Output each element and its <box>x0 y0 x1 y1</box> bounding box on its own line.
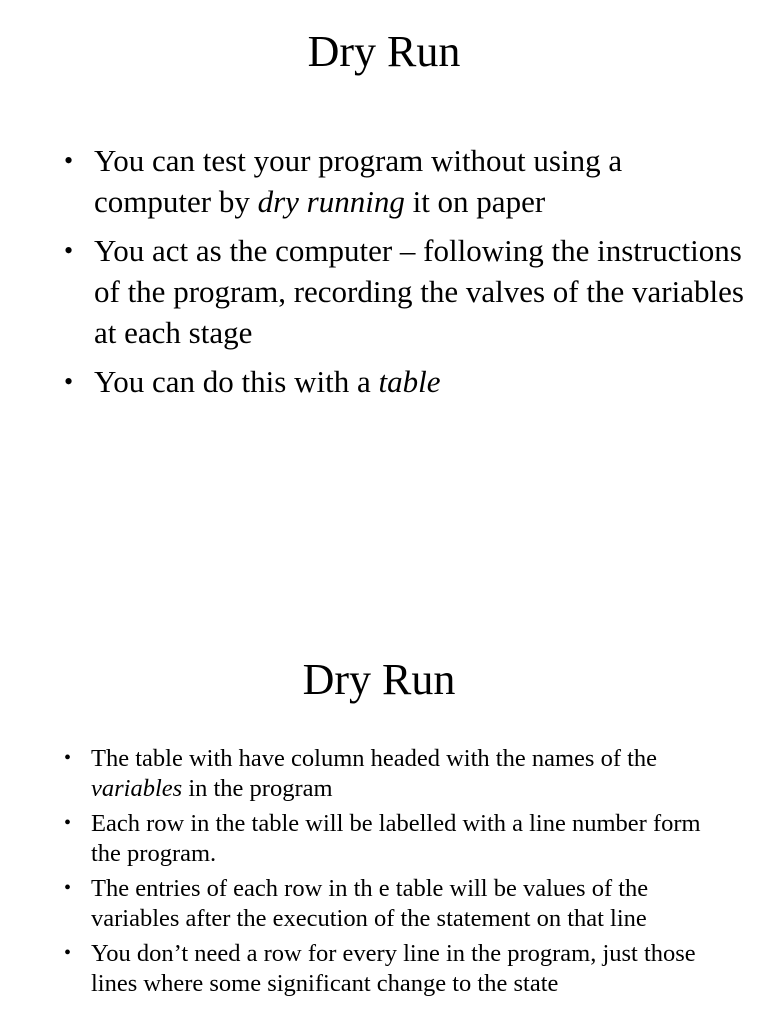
bullet-icon: • <box>64 146 74 175</box>
slide-2 <box>0 640 768 1024</box>
bullet-item: • You can test your program without using a computer by dry running it on paper <box>64 140 744 222</box>
bullet-icon: • <box>64 236 74 265</box>
bullet-icon: • <box>64 747 72 769</box>
bullet-item: • Each row in the table will be labelled with a line number form the program. <box>64 810 701 867</box>
bullet-icon: • <box>64 942 72 964</box>
bullet-item: • You can do this with a table <box>64 361 744 402</box>
bullet-item: • You don’t need a row for every line in the program, just those lines where some significant change to the state <box>64 940 696 997</box>
bullet-list <box>64 140 744 410</box>
bullet-icon: • <box>64 877 72 899</box>
bullet-item: • The entries of each row in th e table will be values of the variables after the execution of the statement on that line <box>64 875 649 932</box>
bullet-list <box>64 744 724 1004</box>
bullet-icon: • <box>64 367 74 396</box>
bullet-item: • The table with have column headed with the names of the variables in the program <box>64 745 658 802</box>
bullet-icon: • <box>64 812 72 834</box>
slide-title: Dry Run <box>307 27 461 76</box>
bullet-item: • You act as the computer – following the instructions of the program, recording the valves of the variables at each stage <box>64 230 744 353</box>
slide-title: Dry Run <box>302 655 456 704</box>
